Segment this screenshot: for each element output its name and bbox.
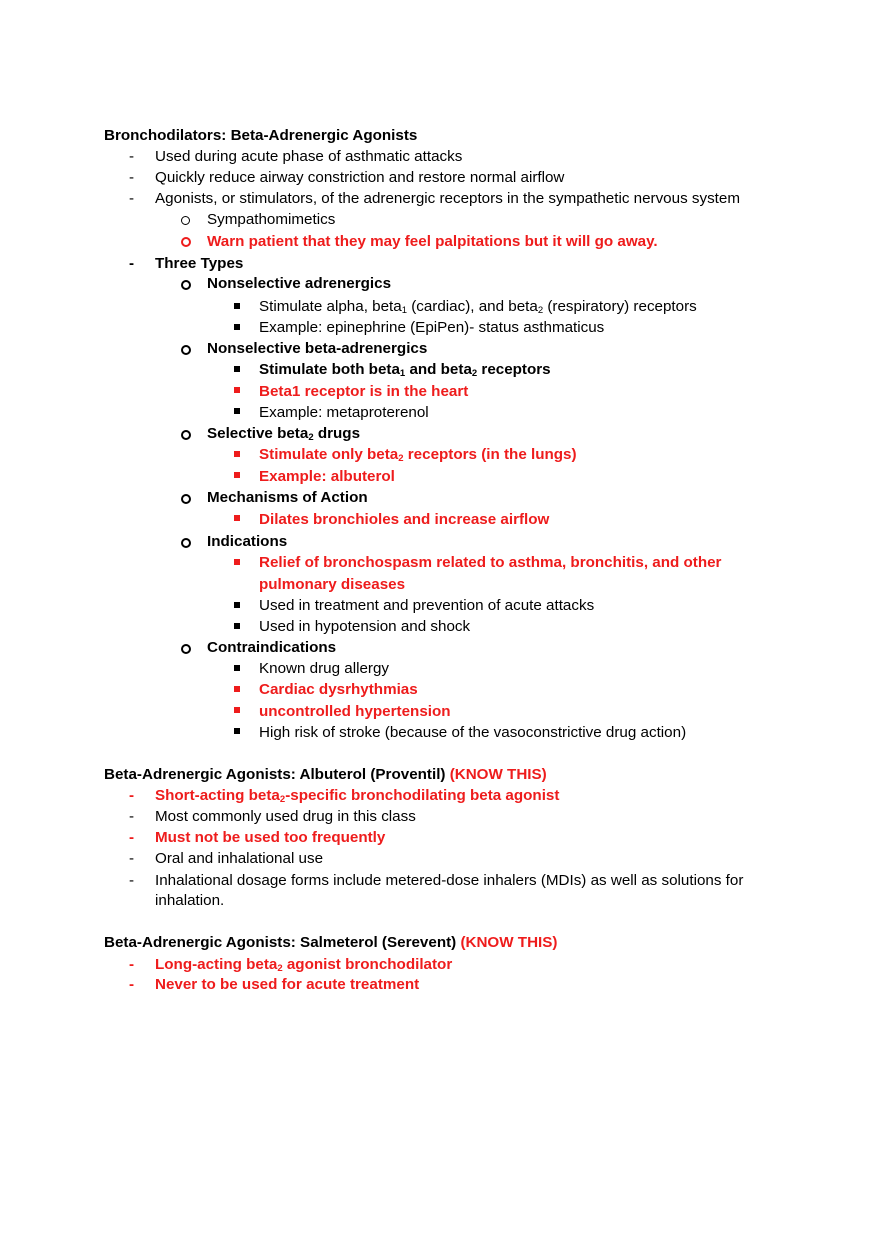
- list-item-three-types: Three Types: [155, 255, 244, 272]
- circle-bullet-icon: [181, 280, 191, 290]
- circle-bullet-icon: [181, 216, 190, 225]
- know-this-tag: (KNOW THIS): [449, 766, 547, 783]
- dash-bullet: -: [129, 190, 135, 207]
- square-bullet-icon: [234, 324, 240, 330]
- list-item: Example: epinephrine (EpiPen)- status asthmaticus: [259, 319, 605, 336]
- circle-bullet-icon: [181, 430, 191, 440]
- square-bullet-icon: [234, 665, 240, 671]
- list-item: Used during acute phase of asthmatic attacks: [155, 148, 463, 165]
- dash-bullet: -: [129, 787, 135, 804]
- know-this-tag: (KNOW THIS): [460, 934, 558, 951]
- list-item: Stimulate only beta$_2$ receptors (in the lungs): [259, 446, 577, 464]
- list-item: High risk of stroke (because of the vasoconstrictive drug action): [259, 724, 687, 741]
- list-item: Quickly reduce airway constriction and restore normal airflow: [155, 169, 565, 186]
- list-item: Used in hypotension and shock: [259, 618, 471, 635]
- circle-bullet-icon: [181, 538, 191, 548]
- dash-bullet: -: [129, 956, 135, 973]
- square-bullet-icon: [234, 366, 240, 372]
- dash-bullet: -: [129, 872, 135, 889]
- square-bullet-icon: [234, 408, 240, 414]
- dash-bullet: -: [129, 255, 135, 272]
- circle-bullet-icon: [181, 644, 191, 654]
- square-bullet-icon: [234, 303, 240, 309]
- section-heading-albuterol: Beta-Adrenergic Agonists: Albuterol (Proventil) (KNOW THIS): [104, 766, 547, 783]
- list-item: Relief of bronchospasm related to asthma, bronchitis, and other: [259, 554, 722, 571]
- dash-bullet: -: [129, 850, 135, 867]
- circle-bullet-icon: [181, 494, 191, 504]
- warning-note: Warn patient that they may feel palpitations but it will go away.: [207, 233, 658, 250]
- square-bullet-icon: [234, 451, 240, 457]
- square-bullet-icon: [234, 472, 240, 478]
- list-item: Inhalational dosage forms include metered-dose inhalers (MDIs) as well as solutions for: [155, 872, 744, 889]
- list-item: Long-acting beta$_2$ agonist bronchodilator: [155, 956, 453, 974]
- list-item-continuation: inhalation.: [155, 892, 225, 909]
- list-item: Example: albuterol: [259, 468, 395, 485]
- dash-bullet: -: [129, 829, 135, 846]
- list-item: Agonists, or stimulators, of the adrenergic receptors in the sympathetic nervous system: [155, 190, 740, 207]
- list-item: Never to be used for acute treatment: [155, 976, 420, 993]
- list-item: Must not be used too frequently: [155, 829, 386, 846]
- list-item: Most commonly used drug in this class: [155, 808, 416, 825]
- list-item-continuation: pulmonary diseases: [259, 576, 406, 593]
- square-bullet-icon: [234, 728, 240, 734]
- dash-bullet: -: [129, 148, 135, 165]
- list-item: uncontrolled hypertension: [259, 703, 451, 720]
- square-bullet-icon: [234, 623, 240, 629]
- list-item: Known drug allergy: [259, 660, 390, 677]
- dash-bullet: -: [129, 976, 135, 993]
- square-bullet-icon: [234, 707, 240, 713]
- list-item: Example: metaproterenol: [259, 404, 429, 421]
- section-heading-bronchodilators: Bronchodilators: Beta-Adrenergic Agonists: [104, 127, 418, 144]
- type-title: Nonselective adrenergics: [207, 275, 392, 292]
- list-item: Stimulate both beta$_1$ and beta$_2$ receptors: [259, 361, 551, 379]
- list-item: Used in treatment and prevention of acute attacks: [259, 597, 595, 614]
- square-bullet-icon: [234, 515, 240, 521]
- list-item: Dilates bronchioles and increase airflow: [259, 511, 550, 528]
- list-item: Cardiac dysrhythmias: [259, 681, 418, 698]
- dash-bullet: -: [129, 169, 135, 186]
- dash-bullet: -: [129, 808, 135, 825]
- type-title: Nonselective beta-adrenergics: [207, 340, 428, 357]
- list-item: Beta1 receptor is in the heart: [259, 383, 469, 400]
- square-bullet-icon: [234, 387, 240, 393]
- list-item: Stimulate alpha, beta$_1$ (cardiac), and beta$_2$ (respiratory) receptors: [259, 298, 697, 316]
- square-bullet-icon: [234, 686, 240, 692]
- circle-bullet-icon: [181, 237, 191, 247]
- square-bullet-icon: [234, 602, 240, 608]
- section-heading-salmeterol: Beta-Adrenergic Agonists: Salmeterol (Serevent) (KNOW THIS): [104, 934, 558, 951]
- type-title: Indications: [207, 533, 288, 550]
- square-bullet-icon: [234, 559, 240, 565]
- list-item: Short-acting beta$_2$-specific bronchodilating beta agonist: [155, 787, 560, 805]
- list-item: Oral and inhalational use: [155, 850, 324, 867]
- type-title: Contraindications: [207, 639, 337, 656]
- list-item: Sympathomimetics: [207, 211, 336, 228]
- circle-bullet-icon: [181, 345, 191, 355]
- type-title: Selective beta$_2$ drugs: [207, 425, 361, 443]
- type-title: Mechanisms of Action: [207, 489, 368, 506]
